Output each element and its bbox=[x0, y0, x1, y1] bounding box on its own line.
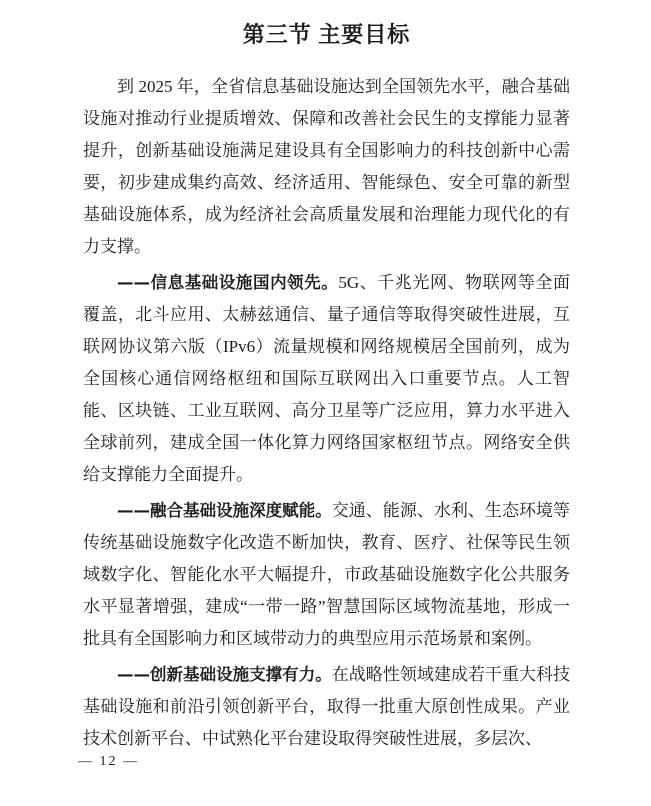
paragraph-innovation-infrastructure bbox=[83, 659, 570, 755]
page-number: — 12 — bbox=[78, 754, 139, 769]
paragraph-info-infrastructure bbox=[83, 267, 570, 491]
section-title: 第三节 主要目标 bbox=[242, 22, 411, 47]
paragraph-converged-infrastructure-text: 交通、能源、水利、生态环境等传统基础设施数字化改造不断加快，教育、医疗、社保等民生领域数字化、智能化水平大幅提升，市政基础设施数字化公共服务水平显著增强，建成“一带一路”智慧国际区域物流基地，形成一批具有全国影响力和区域带动力的典型应用示范场景和案例。 bbox=[83, 501, 571, 648]
paragraph-info-infrastructure-text: 5G、千兆光网、物联网等全面覆盖，北斗应用、太赫兹通信、量子通信等取得突破性进展，互联网协议第六版（IPv6）流量规模和网络规模居全国前列，成为全国核心通信网络枢纽和国际互联网出入口重要节点。人工智能、区块链、工业互联网、高分卫星等广泛应用，算力水平进入全球前列，建成全国一体化算力网络国家枢纽节点。网络安全供给支撑能力全面提升。 bbox=[83, 273, 570, 484]
paragraph-converged-infrastructure bbox=[83, 495, 570, 655]
paragraph-innovation-infrastructure-text: 在战略性领域建成若干重大科技基础设施和前沿引领创新平台，取得一批重大原创性成果。产业技术创新平台、中试熟化平台建设取得突破性进展，多层次、 bbox=[83, 665, 571, 748]
paragraph-overview bbox=[83, 71, 570, 263]
paragraph-overview-text: 到 2025 年，全省信息基础设施达到全国领先水平，融合基础设施对推动行业提质增效、保障和改善社会民生的支撑能力显著提升，创新基础设施满足建设具有全国影响力的科技创新中心需要，初步建成集约高效、经济适用、智能绿色、安全可靠的新型基础设施体系，成为经济社会高质量发展和治理能力现代化的有力支撑。 bbox=[83, 77, 570, 256]
paragraph-converged-infrastructure-lead: ——融合基础设施深度赋能。 bbox=[117, 501, 332, 520]
paragraph-innovation-infrastructure-lead: ——创新基础设施支撑有力。 bbox=[117, 665, 332, 684]
document-body bbox=[83, 71, 570, 755]
paragraph-info-infrastructure-lead: ——信息基础设施国内领先。 bbox=[117, 273, 339, 292]
